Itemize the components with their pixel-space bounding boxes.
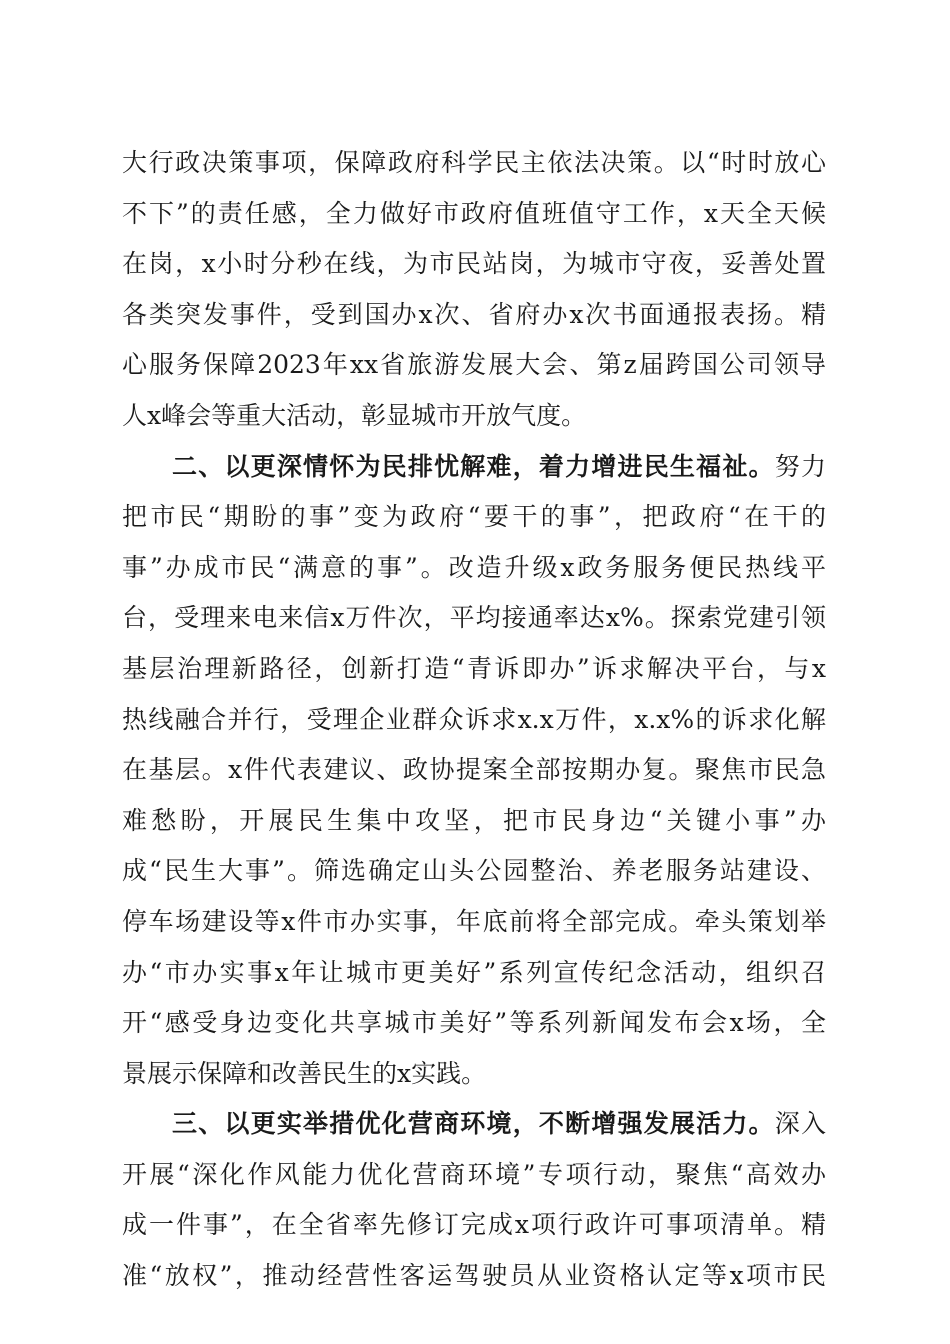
- text-line: 景展示保障和改善民生的x实践。: [122, 1058, 487, 1088]
- text-line: 人x峰会等重大活动，彰显城市开放气度。: [122, 400, 587, 430]
- text-line: 台，受理来电来信x万件次，平均接通率达x%。探索党建引领: [122, 603, 826, 633]
- text-line: 准“放权”，推动经营性客运驾驶员从业资格认定等x项市民: [122, 1261, 826, 1291]
- text-line: 不下”的责任感，全力做好市政府值班值守工作，x天全天候: [122, 198, 826, 228]
- text-line: 大行政决策事项，保障政府科学民主依法决策。以“时时放心: [122, 148, 826, 177]
- text-line: 各类突发事件，受到国办x次、省府办x次书面通报表扬。精: [122, 299, 826, 329]
- paragraph-heading-line: [122, 442, 826, 493]
- text-line: 在基层。x件代表建议、政协提案全部按期办复。聚焦市民急: [122, 755, 826, 785]
- text-line: 基层治理新路径，创新打造“青诉即办”诉求解决平台，与x: [122, 653, 826, 683]
- text-line: 把市民“期盼的事”变为政府“要干的事”，把政府“在干的: [122, 502, 826, 532]
- paragraph-2: [122, 442, 826, 1100]
- section-heading: 二、以更深情怀为民排忧解难，着力增进民生福祉。: [172, 451, 775, 481]
- text-line: 事”办成市民“满意的事”。改造升级x政务服务便民热线平: [122, 552, 826, 582]
- text-line: 开“感受身边变化共享城市美好”等系列新闻发布会x场，全: [122, 1008, 826, 1038]
- text-line: 开展“深化作风能力优化营商环境”专项行动，聚焦“高效办: [122, 1159, 826, 1189]
- paragraph-3: [122, 1099, 826, 1301]
- text-line: 办“市办实事x年让城市更美好”系列宣传纪念活动，组织召: [122, 957, 826, 987]
- text-line: 热线融合并行，受理企业群众诉求x.x万件，x.x%的诉求化解: [122, 704, 826, 734]
- heading-continuation: 深入: [774, 1109, 826, 1139]
- text-line: 难愁盼，开展民生集中攻坚，把市民身边“关键小事”办: [122, 805, 826, 835]
- section-heading: 三、以更实举措优化营商环境，不断增强发展活力。: [172, 1109, 775, 1139]
- text-line: 在岗，x小时分秒在线，为市民站岗，为城市守夜，妥善处置: [122, 249, 826, 279]
- document-body: [122, 138, 826, 1302]
- heading-continuation: 努力: [774, 451, 826, 481]
- text-line: 心服务保障2023年xx省旅游发展大会、第z届跨国公司领导: [122, 350, 826, 380]
- text-line: 停车场建设等x件市办实事，年底前将全部完成。牵头策划举: [122, 906, 826, 936]
- paragraph-heading-line: [122, 1099, 826, 1150]
- text-line: 成“民生大事”。筛选确定山头公园整治、养老服务站建设、: [122, 856, 826, 886]
- paragraph-1: [122, 138, 826, 442]
- text-line: 成一件事”，在全省率先修订完成x项行政许可事项清单。精: [122, 1210, 826, 1240]
